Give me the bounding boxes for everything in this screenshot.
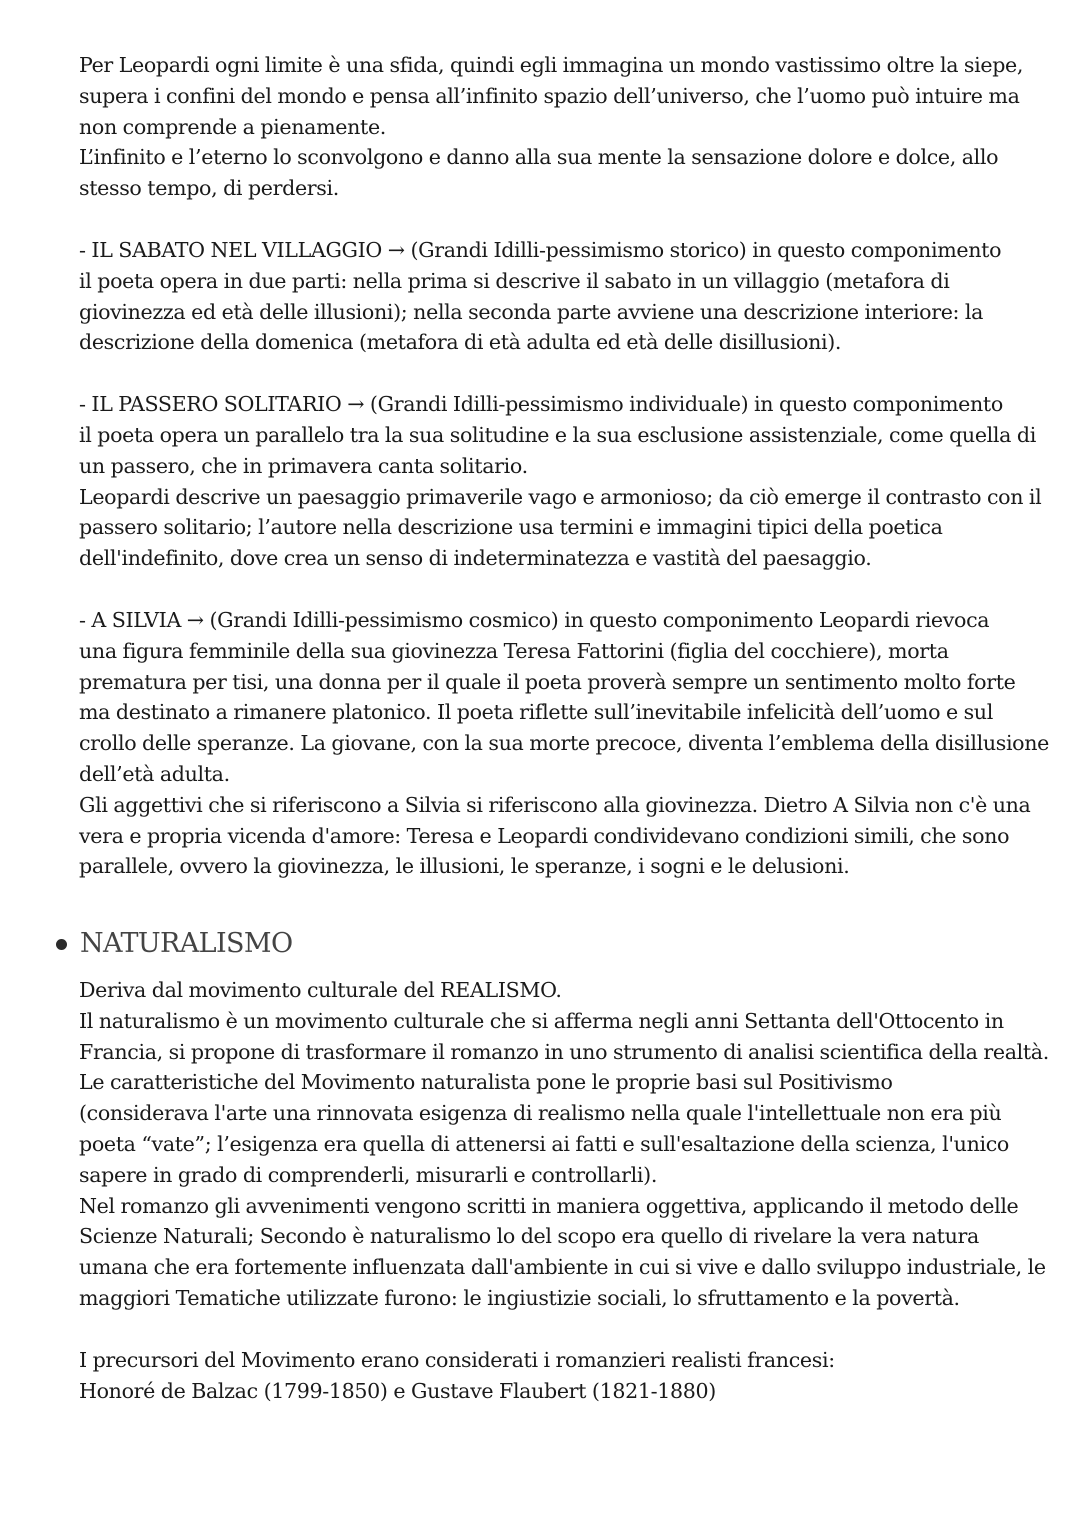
section-title: NATURALISMO: [80, 928, 293, 959]
text-line: - IL SABATO NEL VILLAGGIO → (Grandi Idilli-pessimismo storico) in questo componimento: [79, 237, 1002, 262]
text-line: vera e propria vicenda d'amore: Teresa e Leopardi condividevano condizioni simili, che sono: [79, 823, 1010, 848]
sabato-paragraph: [79, 235, 1019, 358]
text-line: una figura femminile della sua giovinezza Teresa Fattorini (figlia del cocchiere), morta: [79, 638, 949, 663]
text-line: Gli aggettivi che si riferiscono a Silvia si riferiscono alla giovinezza. Dietro A Silvia non c'è una: [79, 792, 1031, 817]
text-line: Scienze Naturali; Secondo è naturalismo lo del scopo era quello di rivelare la vera natura: [79, 1224, 979, 1249]
intro-paragraph: [79, 50, 1024, 204]
text-line: crollo delle speranze. La giovane, con la sua morte precoce, diventa l’emblema della disillusione: [79, 731, 1049, 756]
text-line: maggiori Tematiche utilizzate furono: le ingiustizie sociali, lo sfruttamento e la povertà.: [79, 1285, 960, 1310]
text-line: passero solitario; l’autore nella descrizione usa termini e immagini tipici della poetica: [79, 515, 943, 540]
text-line: Nel romanzo gli avvenimenti vengono scritti in maniera oggettiva, applicando il metodo delle: [79, 1193, 1019, 1218]
silvia-paragraph: [79, 605, 1049, 882]
text-line: parallele, ovvero la giovinezza, le illusioni, le speranze, i sogni e le delusioni.: [79, 854, 850, 879]
text-line: non comprende a pienamente.: [79, 114, 386, 139]
text-line: poeta “vate”; l’esigenza era quella di attenersi ai fatti e sull'esaltazione della scienza, l'unico: [79, 1131, 1009, 1156]
text-line: Deriva dal movimento culturale del REALISMO.: [79, 978, 562, 1002]
text-line: Per Leopardi ogni limite è una sfida, quindi egli immagina un mondo vastissimo oltre la siepe,: [79, 53, 1024, 77]
text-line: supera i confini del mondo e pensa all’infinito spazio dell’universo, che l’uomo può intuire ma: [79, 83, 1020, 108]
text-line: Leopardi descrive un paesaggio primaverile vago e armonioso; da ciò emerge il contrasto con il: [79, 484, 1042, 509]
text-line: ma destinato a rimanere platonico. Il poeta riflette sull’inevitabile infelicità dell’uomo e sul: [79, 700, 993, 725]
text-line: il poeta opera un parallelo tra la sua solitudine e la sua esclusione assistenziale, come quella di: [79, 422, 1036, 447]
text-line: Le caratteristiche del Movimento naturalista pone le proprie basi sul Positivismo: [79, 1070, 893, 1095]
text-line: giovinezza ed età delle illusioni); nella seconda parte avviene una descrizione interiore: la: [79, 299, 984, 324]
text-line: descrizione della domenica (metafora di età adulta ed età delle disillusioni).: [79, 330, 842, 355]
text-line: L’infinito e l’eterno lo sconvolgono e danno alla sua mente la sensazione dolore e dolce, allo: [79, 145, 999, 170]
leopardi-section: [79, 50, 1049, 882]
passero-paragraph: [79, 389, 1042, 574]
text-line: dell'indefinito, dove crea un senso di indeterminatezza e vastità del paesaggio.: [79, 546, 872, 571]
naturalismo-heading: [56, 924, 293, 964]
text-line: umana che era fortemente influenzata dall'ambiente in cui si vive e dallo sviluppo industriale, le: [79, 1255, 1046, 1280]
text-line: sapere in grado di comprenderli, misurarli e controllarli).: [79, 1162, 658, 1187]
text-line: prematura per tisi, una donna per il quale il poeta proverà sempre un sentimento molto forte: [79, 669, 1016, 694]
text-line: un passero, che in primavera canta solitario.: [79, 453, 528, 478]
text-line: Il naturalismo è un movimento culturale che si afferma negli anni Settanta dell'Ottocento in: [79, 1008, 1004, 1033]
text-line: - IL PASSERO SOLITARIO → (Grandi Idilli-pessimismo individuale) in questo componimento: [79, 392, 1003, 417]
text-line: Honoré de Balzac (1799-1850) e Gustave Flaubert (1821-1880): [79, 1378, 716, 1403]
text-line: I precursori del Movimento erano considerati i romanzieri realisti francesi:: [79, 1347, 835, 1372]
text-line: dell’età adulta.: [79, 761, 230, 786]
text-line: il poeta opera in due parti: nella prima si descrive il sabato in un villaggio (metafora di: [79, 268, 950, 293]
text-line: - A SILVIA → (Grandi Idilli-pessimismo cosmico) in questo componimento Leopardi rievoca: [79, 607, 990, 632]
text-line: (considerava l'arte una rinnovata esigenza di realismo nella quale l'intellettuale non era più: [79, 1101, 1002, 1126]
precursors-paragraph: [79, 1345, 1019, 1407]
text-line: Francia, si propone di trasformare il romanzo in uno strumento di analisi scientifica della realtà.: [79, 1039, 1049, 1064]
naturalismo-section: [79, 975, 1049, 1406]
text-line: stesso tempo, di perdersi.: [79, 176, 339, 201]
naturalismo-paragraph: [79, 975, 1049, 1314]
bullet-icon: [56, 939, 67, 950]
